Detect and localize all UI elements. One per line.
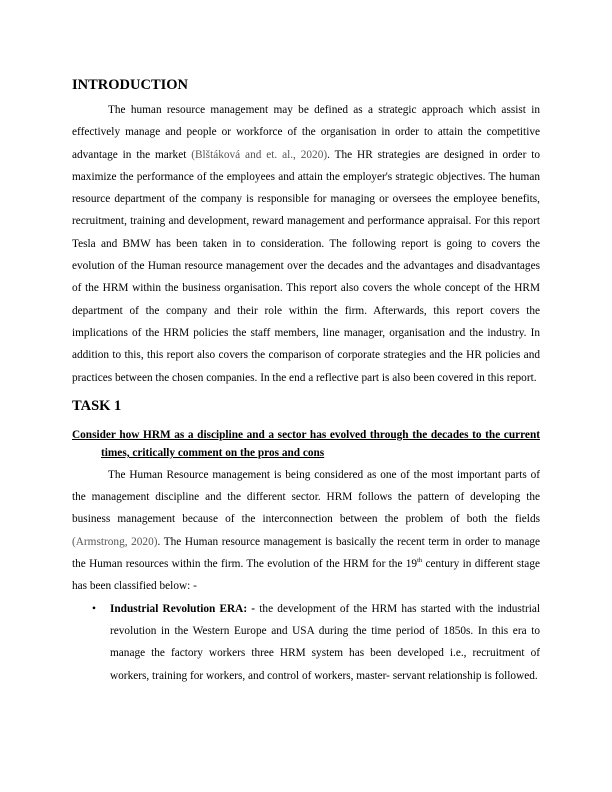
task1-text-end: century in different stage has been classified below: - — [72, 558, 540, 593]
ordinal-superscript: th — [417, 557, 423, 565]
task1-question: Consider how HRM as a discipline and a sector has evolved through the decades to the current times, critically comment on the pros and cons — [72, 428, 540, 459]
introduction-paragraph — [72, 99, 540, 389]
evolution-list — [72, 598, 540, 687]
citation-armstrong: (Armstrong, 2020) — [72, 535, 158, 548]
task1-text-start: The Human Resource management is being considered as one of the most important parts of the management discipline and the different sector. HRM follows the pattern of developing the business management because of the interconnection between the problem of both the fields — [72, 468, 540, 526]
document-page — [72, 76, 540, 687]
introduction-heading: INTRODUCTION — [72, 77, 189, 93]
citation-blstakova: (Blštáková and et. al., 2020) — [191, 148, 328, 161]
bullet-icon: • — [92, 602, 96, 615]
list-item-title: Industrial Revolution ERA: - — [110, 602, 256, 615]
introduction-text-end: . The HR strategies are designed in order to maximize the performance of the employees and attain the employer's strategic objectives. The human resource department of the company is responsible for managing or oversees the employee benefits, recruitment, training and development, reward management and performance appraisal. For this report Tesla and BMW has been taken in to consideration. The following report is going to covers the evolution of the Human resource management over the decades and the advantages and disadvantages of the HRM within the business organisation. This report also covers the whole concept of the HRM department of the company and their role within the firm. Afterwards, this report covers the implications of the HRM policies the staff members, line manager, organisation and the industry. In addition to this, this report also covers the comparison of corporate strategies and the HR policies and practices between the chosen companies. In the end a reflective part is also been covered in this report. — [72, 148, 540, 384]
task1-text-middle: . The Human resource management is basically the recent term in order to manage the Human resources within the firm. The evolution of the HRM for the 19 — [72, 535, 540, 571]
task1-paragraph — [72, 464, 540, 598]
list-item — [72, 598, 540, 687]
introduction-text-start: The human resource management may be defined as a strategic approach which assist in effectively manage and people or workforce of the organisation in order to attain the competitive advantage in the market — [72, 104, 540, 161]
task1-heading: TASK 1 — [72, 397, 122, 414]
list-item-text: the development of the HRM has started with the industrial revolution in the Western Europe and USA during the time period of 1850s. In this era to manage the factory workers three HRM system has been developed i.e., recruitment of workers, training for workers, and control of workers, master- servant relationship is followed. — [110, 602, 540, 682]
